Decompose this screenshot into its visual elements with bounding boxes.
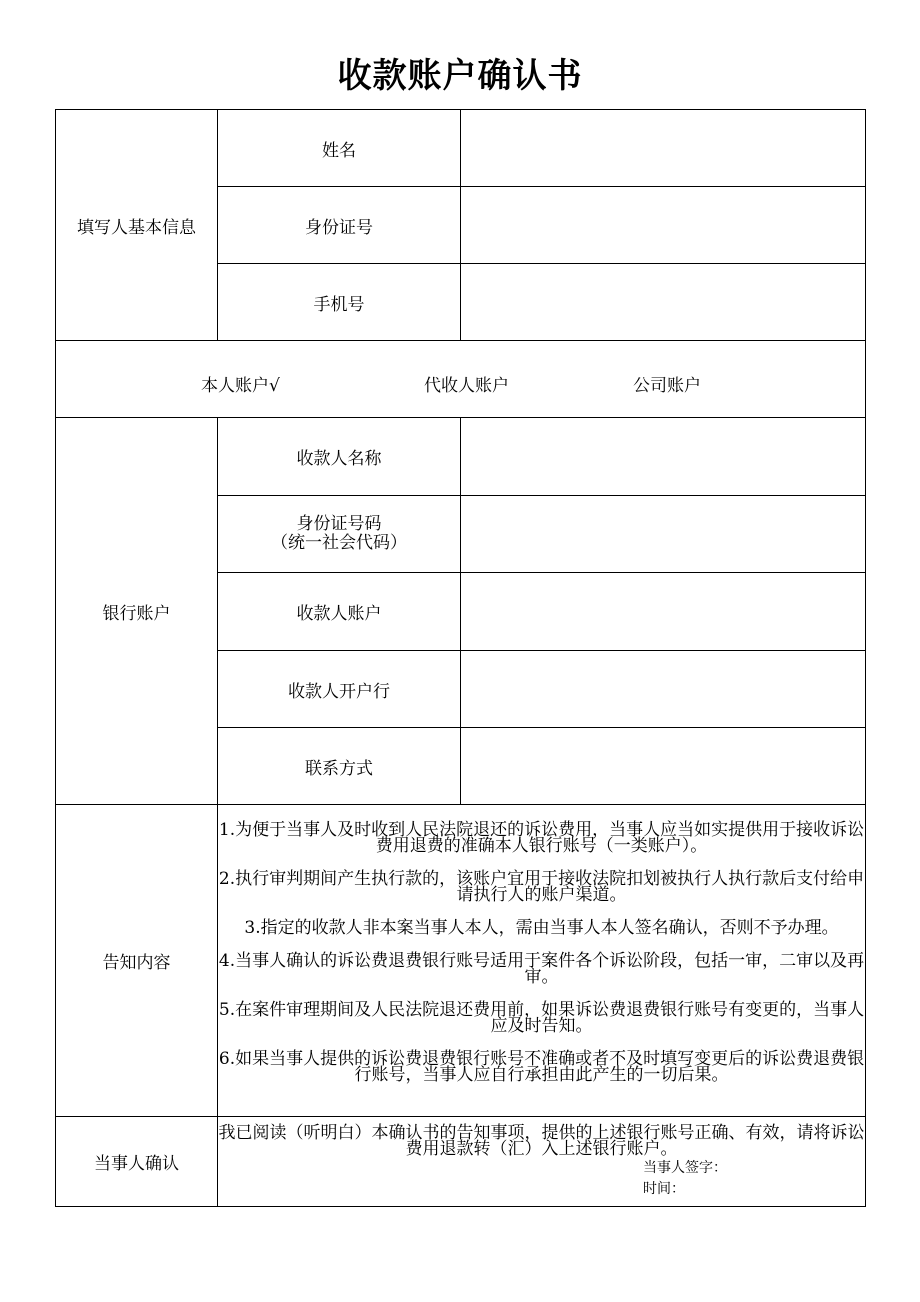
- notice-item-6: 6.如果当事人提供的诉讼费退费银行账号不准确或者不及时填写变更后的诉讼费退费银行账号，当事人应自行承担由此产生的一切后果。: [218, 1048, 865, 1085]
- signature-line[interactable]: 当事人签字：: [643, 1159, 727, 1176]
- name-field[interactable]: [461, 110, 866, 187]
- bank-section-label: 银行账户: [56, 418, 218, 805]
- name-label: 姓名: [218, 110, 461, 187]
- phone-field[interactable]: [461, 264, 866, 341]
- payee-bank-label: 收款人开户行: [218, 651, 461, 728]
- notice-item-3: 3.指定的收款人非本案当事人本人，需由当事人本人签名确认，否则不予办理。: [244, 917, 839, 938]
- time-line[interactable]: 时间：: [643, 1180, 685, 1197]
- payee-name-label: 收款人名称: [218, 418, 461, 496]
- payee-account-label: 收款人账户: [218, 573, 461, 651]
- payee-account-field[interactable]: [461, 573, 866, 651]
- basic-info-section-label: 填写人基本信息: [56, 110, 218, 341]
- confirmation-form: [55, 109, 866, 1207]
- contact-label: 联系方式: [218, 728, 461, 805]
- notice-section-label: 告知内容: [56, 805, 218, 1117]
- option-self-account[interactable]: 本人账户√: [201, 376, 280, 396]
- id-number-label: 身份证号: [218, 187, 461, 264]
- notice-content: [218, 805, 866, 1117]
- id-number-field[interactable]: [461, 187, 866, 264]
- notice-item-2: 2.执行审判期间产生执行款的，该账户宜用于接收法院扣划被执行人执行款后支付给申请执行人的账户渠道。: [218, 868, 865, 905]
- contact-field[interactable]: [461, 728, 866, 805]
- phone-label: 手机号: [218, 264, 461, 341]
- payee-id-field[interactable]: [461, 496, 866, 573]
- confirm-content: [218, 1117, 866, 1207]
- notice-item-1: 1.为便于当事人及时收到人民法院退还的诉讼费用，当事人应当如实提供用于接收诉讼费用退费的准确本人银行账号（一类账户）。: [218, 819, 865, 856]
- payee-bank-field[interactable]: [461, 651, 866, 728]
- confirm-section-label: 当事人确认: [56, 1117, 218, 1207]
- account-type-row: [56, 341, 866, 418]
- option-company-account[interactable]: 公司账户: [633, 376, 701, 396]
- payee-name-field[interactable]: [461, 418, 866, 496]
- payee-id-label-line1: 身份证号码: [296, 514, 382, 534]
- option-agent-account[interactable]: 代收人账户: [424, 376, 509, 396]
- notice-item-4: 4.当事人确认的诉讼费退费银行账号适用于案件各个诉讼阶段，包括一审，二审以及再审。: [218, 950, 865, 987]
- notice-item-5: 5.在案件审理期间及人民法院退还费用前，如果诉讼费退费银行账号有变更的，当事人应及时告知。: [218, 999, 865, 1036]
- confirm-statement: 我已阅读（听明白）本确认书的告知事项，提供的上述银行账号正确、有效，请将诉讼费用退款转（汇）入上述银行账户。: [218, 1122, 865, 1159]
- document-title: 收款账户确认书: [337, 56, 583, 96]
- payee-id-label: [218, 496, 461, 573]
- payee-id-label-line2: （统一社会代码）: [271, 533, 407, 553]
